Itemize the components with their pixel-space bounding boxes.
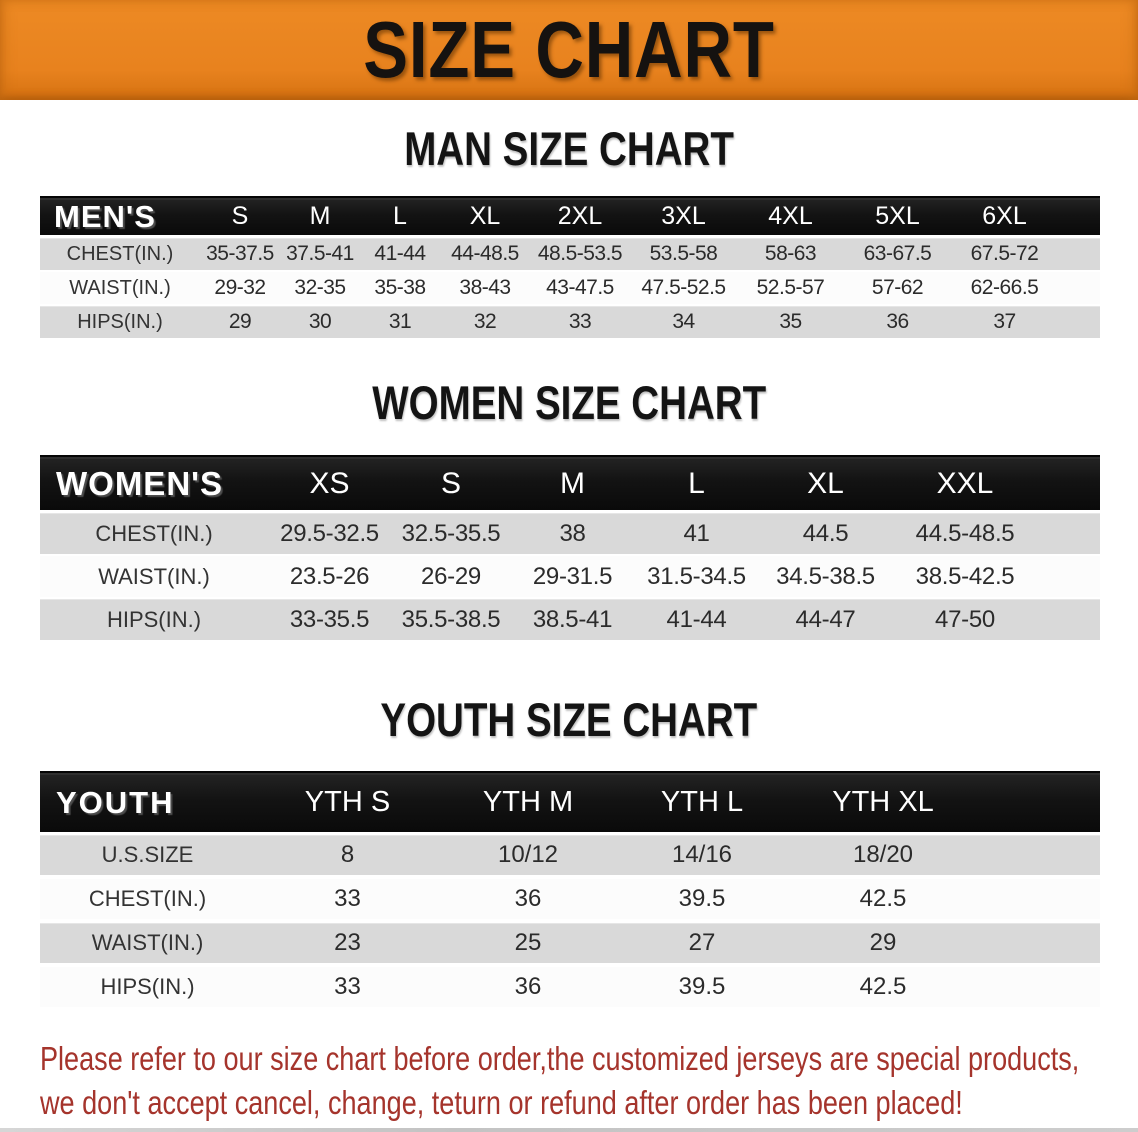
- measurement-row: [40, 272, 1100, 306]
- row-filler-cell: [1058, 306, 1100, 340]
- size-value-cell: 33: [255, 879, 440, 923]
- size-value-cell: 33: [255, 967, 440, 1011]
- size-value-cell: 29: [788, 923, 978, 967]
- size-header-row: [40, 771, 1100, 835]
- size-column-header: L: [360, 196, 440, 238]
- size-value-cell: 35: [737, 306, 844, 340]
- size-value-cell: 8: [255, 835, 440, 879]
- header-filler-cell: [1058, 196, 1100, 238]
- size-value-cell: 37.5-41: [280, 238, 360, 272]
- size-value-cell: 33-35.5: [268, 599, 391, 642]
- size-value-cell: 62-66.5: [951, 272, 1058, 306]
- size-value-cell: 39.5: [616, 967, 788, 1011]
- size-value-cell: 36: [440, 967, 616, 1011]
- size-value-cell: 29-32: [200, 272, 280, 306]
- size-table: [40, 455, 1100, 642]
- measurement-row: [40, 967, 1100, 1011]
- table-corner-label: MEN'S: [40, 196, 200, 238]
- measurement-row-label: WAIST(IN.): [40, 923, 255, 967]
- disclaimer-line-1: Please refer to our size chart before order,the customized jerseys are special products,: [40, 1040, 1080, 1077]
- measurement-row-label: WAIST(IN.): [40, 272, 200, 306]
- measurement-row: [40, 306, 1100, 340]
- measurement-row-label: U.S.SIZE: [40, 835, 255, 879]
- youth-size-chart-heading: [0, 695, 1138, 745]
- section-men: [0, 124, 1138, 340]
- row-filler-cell: [1038, 513, 1100, 556]
- header-filler-cell: [978, 771, 1100, 835]
- size-value-cell: 63-67.5: [844, 238, 951, 272]
- measurement-row: [40, 556, 1100, 599]
- row-filler-cell: [1058, 272, 1100, 306]
- measurement-row: [40, 238, 1100, 272]
- measurement-row-label: HIPS(IN.): [40, 306, 200, 340]
- size-value-cell: 35-38: [360, 272, 440, 306]
- measurement-row-label: CHEST(IN.): [40, 879, 255, 923]
- size-value-cell: 31.5-34.5: [634, 556, 759, 599]
- size-column-header: XL: [440, 196, 530, 238]
- row-filler-cell: [1038, 599, 1100, 642]
- measurement-row: [40, 835, 1100, 879]
- size-value-cell: 29-31.5: [511, 556, 634, 599]
- size-value-cell: 27: [616, 923, 788, 967]
- size-value-cell: 10/12: [440, 835, 616, 879]
- size-header-row: [40, 196, 1100, 238]
- size-value-cell: 35.5-38.5: [391, 599, 511, 642]
- row-filler-cell: [978, 835, 1100, 879]
- size-value-cell: 36: [844, 306, 951, 340]
- size-column-header: S: [200, 196, 280, 238]
- size-value-cell: 44-47: [759, 599, 892, 642]
- size-value-cell: 48.5-53.5: [530, 238, 630, 272]
- youth-size-chart-heading-text: YOUTH SIZE CHART: [380, 693, 758, 746]
- size-value-cell: 52.5-57: [737, 272, 844, 306]
- women-size-table: [40, 455, 1100, 642]
- size-value-cell: 32: [440, 306, 530, 340]
- size-value-cell: 37: [951, 306, 1058, 340]
- size-value-cell: 38.5-42.5: [892, 556, 1038, 599]
- men-size-table: [40, 196, 1100, 340]
- size-column-header: 2XL: [530, 196, 630, 238]
- measurement-row: [40, 923, 1100, 967]
- size-header-row: [40, 455, 1100, 513]
- size-value-cell: 47-50: [892, 599, 1038, 642]
- table-corner-label: WOMEN'S: [40, 455, 268, 513]
- size-column-header: YTH S: [255, 771, 440, 835]
- measurement-row-label: CHEST(IN.): [40, 513, 268, 556]
- size-value-cell: 29.5-32.5: [268, 513, 391, 556]
- banner-title: SIZE CHART: [363, 5, 775, 94]
- size-value-cell: 42.5: [788, 879, 978, 923]
- size-column-header: M: [511, 455, 634, 513]
- measurement-row: [40, 599, 1100, 642]
- measurement-row-label: HIPS(IN.): [40, 967, 255, 1011]
- size-column-header: 5XL: [844, 196, 951, 238]
- man-size-chart-heading-text: MAN SIZE CHART: [404, 122, 734, 175]
- size-column-header: YTH L: [616, 771, 788, 835]
- women-size-chart-heading-text: WOMEN SIZE CHART: [372, 376, 766, 429]
- size-column-header: YTH XL: [788, 771, 978, 835]
- size-column-header: XL: [759, 455, 892, 513]
- size-column-header: XXL: [892, 455, 1038, 513]
- row-filler-cell: [978, 923, 1100, 967]
- women-size-chart-heading: [0, 378, 1138, 428]
- size-value-cell: 67.5-72: [951, 238, 1058, 272]
- youth-size-table: [40, 771, 1100, 1011]
- disclaimer-note: [40, 1037, 1138, 1125]
- size-column-header: S: [391, 455, 511, 513]
- size-column-header: XS: [268, 455, 391, 513]
- row-filler-cell: [978, 967, 1100, 1011]
- size-value-cell: 43-47.5: [530, 272, 630, 306]
- size-value-cell: 38-43: [440, 272, 530, 306]
- size-value-cell: 44.5: [759, 513, 892, 556]
- header-filler-cell: [1038, 455, 1100, 513]
- size-table: [40, 771, 1100, 1011]
- size-column-header: 6XL: [951, 196, 1058, 238]
- row-filler-cell: [1058, 238, 1100, 272]
- size-value-cell: 41-44: [634, 599, 759, 642]
- measurement-row-label: HIPS(IN.): [40, 599, 268, 642]
- size-value-cell: 32-35: [280, 272, 360, 306]
- measurement-row-label: WAIST(IN.): [40, 556, 268, 599]
- size-value-cell: 31: [360, 306, 440, 340]
- size-value-cell: 39.5: [616, 879, 788, 923]
- size-table: [40, 196, 1100, 340]
- size-column-header: L: [634, 455, 759, 513]
- table-corner-label: YOUTH: [40, 771, 255, 835]
- size-column-header: M: [280, 196, 360, 238]
- measurement-row-label: CHEST(IN.): [40, 238, 200, 272]
- size-value-cell: 41: [634, 513, 759, 556]
- size-value-cell: 47.5-52.5: [630, 272, 737, 306]
- size-value-cell: 44-48.5: [440, 238, 530, 272]
- size-value-cell: 41-44: [360, 238, 440, 272]
- size-value-cell: 44.5-48.5: [892, 513, 1038, 556]
- size-value-cell: 57-62: [844, 272, 951, 306]
- size-value-cell: 30: [280, 306, 360, 340]
- size-column-header: YTH M: [440, 771, 616, 835]
- row-filler-cell: [978, 879, 1100, 923]
- disclaimer-line-2: we don't accept cancel, change, teturn or refund after order has been placed!: [40, 1084, 963, 1121]
- man-size-chart-heading: [0, 124, 1138, 174]
- size-value-cell: 29: [200, 306, 280, 340]
- size-value-cell: 14/16: [616, 835, 788, 879]
- size-value-cell: 23: [255, 923, 440, 967]
- size-value-cell: 35-37.5: [200, 238, 280, 272]
- size-value-cell: 26-29: [391, 556, 511, 599]
- size-value-cell: 34.5-38.5: [759, 556, 892, 599]
- size-value-cell: 38.5-41: [511, 599, 634, 642]
- size-value-cell: 42.5: [788, 967, 978, 1011]
- section-youth: [0, 695, 1138, 1011]
- size-value-cell: 25: [440, 923, 616, 967]
- size-value-cell: 23.5-26: [268, 556, 391, 599]
- size-value-cell: 36: [440, 879, 616, 923]
- size-value-cell: 33: [530, 306, 630, 340]
- size-column-header: 3XL: [630, 196, 737, 238]
- measurement-row: [40, 879, 1100, 923]
- size-chart-banner: [0, 0, 1138, 100]
- size-value-cell: 53.5-58: [630, 238, 737, 272]
- size-value-cell: 18/20: [788, 835, 978, 879]
- size-value-cell: 38: [511, 513, 634, 556]
- size-column-header: 4XL: [737, 196, 844, 238]
- section-women: [0, 378, 1138, 642]
- row-filler-cell: [1038, 556, 1100, 599]
- bottom-edge-divider: [0, 1128, 1138, 1132]
- size-value-cell: 34: [630, 306, 737, 340]
- measurement-row: [40, 513, 1100, 556]
- size-value-cell: 32.5-35.5: [391, 513, 511, 556]
- size-value-cell: 58-63: [737, 238, 844, 272]
